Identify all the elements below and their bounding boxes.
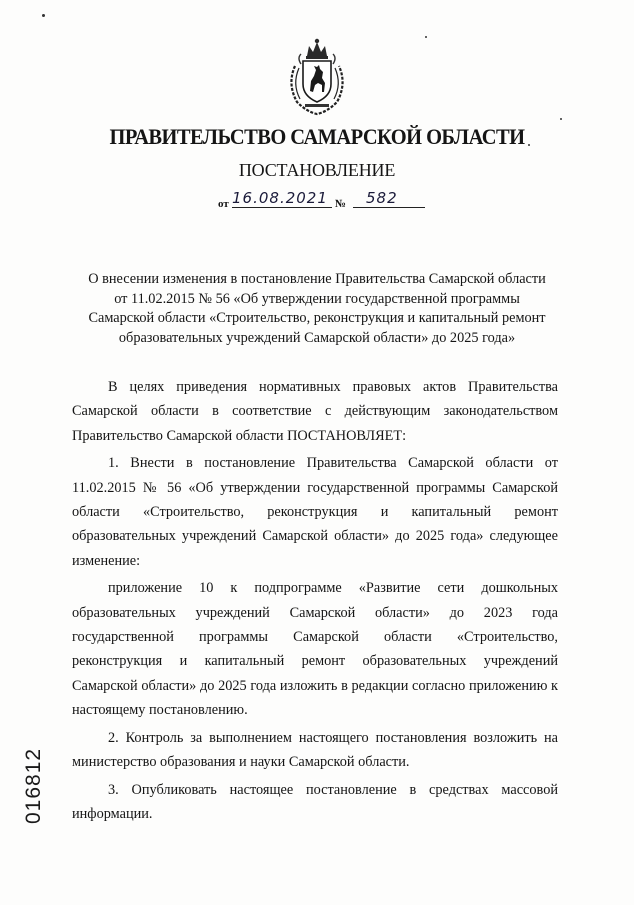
number-prefix: № <box>335 198 347 210</box>
body-paragraph-item-1: 1. Внести в постановление Правительства Самарской области от 11.02.2015 № 56 «Об утверждении государственной программы Самарской области «Строительство, реконструкция и капитальный ремонт образовательных учреждений Самарской области» до 2025 года» следующее изменение: <box>72 455 558 569</box>
subject-line: от 11.02.2015 № 56 «Об утверждении государственной программы <box>114 290 520 307</box>
document-subject <box>60 270 574 348</box>
document-date: 16.08.2021 <box>232 189 328 207</box>
date-number-line <box>218 189 428 214</box>
subject-line: образовательных учреждений Самарской области» до 2025 года» <box>118 329 516 346</box>
document-number: 582 <box>366 189 398 207</box>
body-paragraph-annex: приложение 10 к подпрограмме «Развитие сети дошкольных образовательных учреждений Самарской области» до 2023 года государственной программы Самарской области «Строительство, реконструкция и капитальный ремонт образовательных учреждений Самарской области» до 2025 года изложить в редакции согласно приложению к настоящему постановлению. <box>72 580 558 719</box>
subject-line: Самарской области «Строительство, реконструкция и капитальный ремонт <box>88 310 546 326</box>
document-body <box>72 375 558 829</box>
scan-speck <box>528 144 530 146</box>
government-title: ПРАВИТЕЛЬСТВО САМАРСКОЙ ОБЛАСТИ <box>109 124 525 149</box>
number-underline <box>353 207 425 208</box>
scan-speck <box>425 36 427 38</box>
subject-line: О внесении изменения в постановление Правительства Самарской области <box>88 271 546 287</box>
samara-coat-of-arms-icon <box>281 36 353 116</box>
scan-speck <box>42 14 45 17</box>
body-paragraph-item-2: 2. Контроль за выполнением настоящего постановления возложить на министерство образования и науки Самарской области. <box>72 729 558 771</box>
scan-speck <box>560 118 562 120</box>
date-underline <box>232 207 332 208</box>
date-prefix: от <box>218 198 229 210</box>
margin-serial-stamp: 016812 <box>22 747 45 824</box>
document-type: ПОСТАНОВЛЕНИЕ <box>238 160 396 180</box>
body-paragraph-item-3: 3. Опубликовать настоящее постановление в средствах массовой информации. <box>72 781 558 822</box>
body-paragraph-preamble: В целях приведения нормативных правовых актов Правительства Самарской области в соответствие с действующим законодательством Правительство Самарской области ПОСТАНОВЛЯЕТ: <box>72 379 558 444</box>
